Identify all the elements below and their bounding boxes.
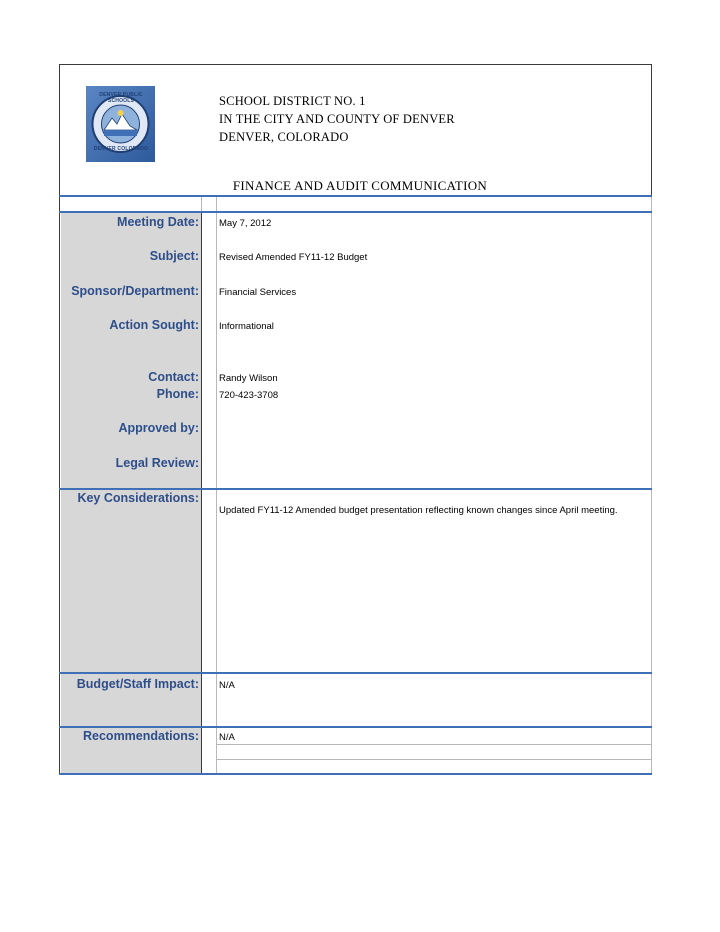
sponsor-value: Financial Services — [219, 287, 297, 298]
column-separator-2 — [216, 213, 217, 774]
label-panel-key — [61, 490, 201, 672]
header-row-right — [651, 197, 652, 211]
logo-bottom-text: DENVER COLORADO — [93, 146, 149, 152]
action-label: Action Sought: — [109, 318, 199, 332]
key-label: Key Considerations: — [77, 491, 199, 505]
section-rule-budget — [59, 672, 652, 674]
recommend-row-rule-1 — [216, 744, 652, 745]
action-value: Informational — [219, 321, 274, 332]
key-value: Updated FY11-12 Amended budget presentation reflecting known changes since April meeting. — [219, 505, 618, 516]
header-row-divider-1 — [201, 197, 202, 211]
approved-label: Approved by: — [118, 421, 199, 435]
budget-value: N/A — [219, 680, 235, 691]
title-rule — [59, 195, 652, 197]
legal-label: Legal Review: — [115, 456, 199, 470]
meeting-date-value: May 7, 2012 — [219, 218, 272, 229]
recommend-label: Recommendations: — [83, 729, 199, 743]
contact-label: Contact: — [148, 370, 199, 384]
page-title: FINANCE AND AUDIT COMMUNICATION — [232, 178, 488, 193]
section-rule-key — [59, 488, 652, 490]
recommend-row-rule-2 — [216, 759, 652, 760]
column-separator-1 — [201, 213, 202, 774]
section-rule-recommend — [59, 726, 652, 728]
header-line-3: DENVER, COLORADO — [219, 130, 349, 144]
header-line-1: SCHOOL DISTRICT NO. 1 — [219, 94, 366, 108]
phone-value: 720-423-3708 — [219, 390, 279, 401]
logo-top-text: DENVER PUBLIC SCHOOLS — [99, 92, 143, 104]
meeting-date-label: Meeting Date: — [117, 215, 199, 229]
frame-right — [651, 64, 652, 196]
contact-value: Randy Wilson — [219, 373, 278, 384]
frame-top — [59, 64, 652, 65]
phone-label: Phone: — [156, 387, 199, 401]
subject-value: Revised Amended FY11-12 Budget — [219, 252, 368, 263]
recommend-value: N/A — [219, 732, 235, 743]
header-row-divider-2 — [216, 197, 217, 211]
subject-label: Subject: — [149, 249, 199, 263]
frame-left — [59, 64, 60, 774]
bottom-rule — [59, 773, 652, 775]
header-line-2: IN THE CITY AND COUNTY OF DENVER — [219, 112, 455, 126]
sponsor-label: Sponsor/Department: — [71, 284, 199, 298]
budget-label: Budget/Staff Impact: — [76, 677, 199, 691]
column-separator-right — [651, 213, 652, 774]
